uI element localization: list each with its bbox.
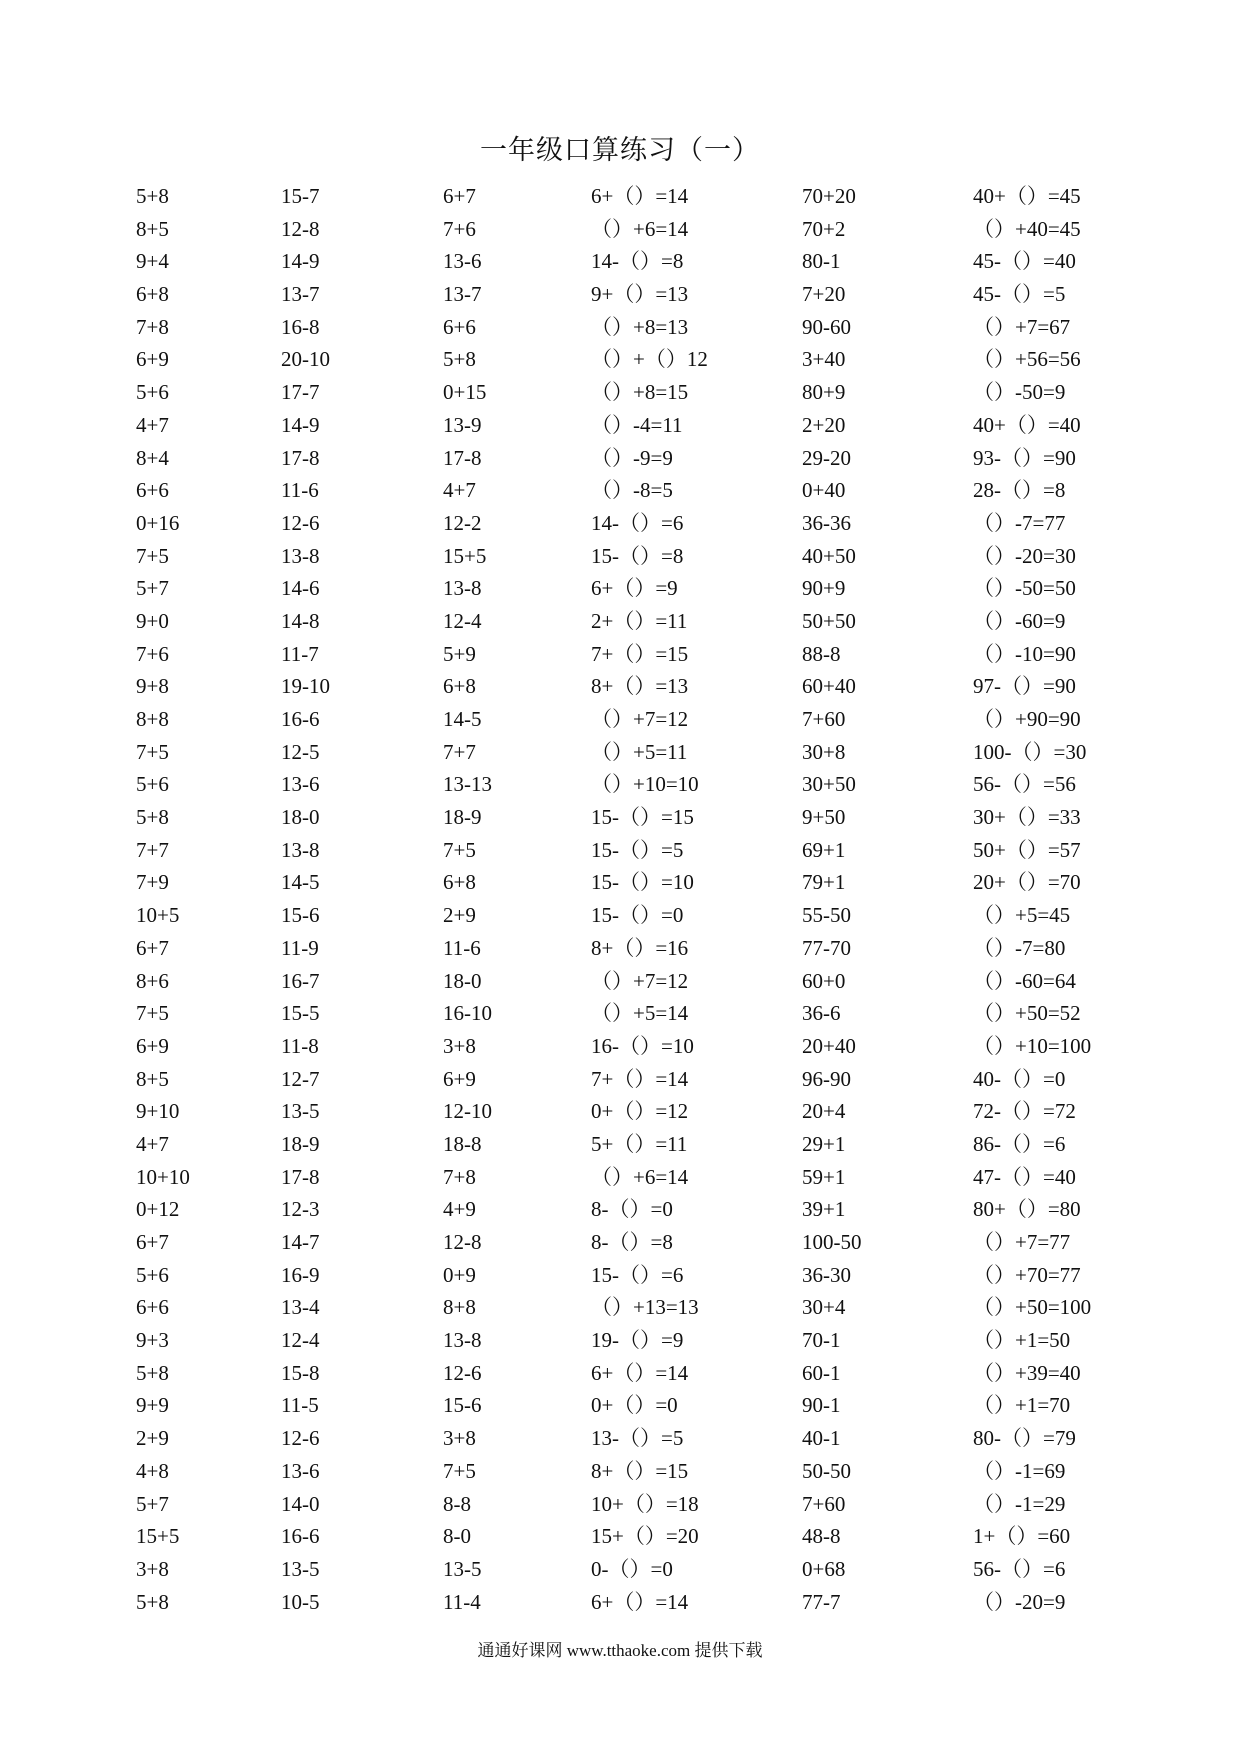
exercise-item: 2+9 [443,903,476,928]
exercise-item: 9+8 [136,674,169,699]
exercise-item: 6+（）=14 [591,1589,689,1614]
exercise-item: 7+8 [443,1164,476,1189]
exercise-item: （）+8=13 [591,314,689,339]
exercise-item: 8+4 [136,445,169,470]
exercise-item: 15-（）=0 [591,903,684,928]
exercise-item: 29+1 [802,1131,846,1156]
exercise-item: 5+8 [136,805,169,830]
exercise-item: 14-（）=6 [591,510,684,535]
exercise-item: 11-4 [443,1589,481,1614]
exercise-item: 14-5 [281,870,320,895]
exercise-item: 8+5 [136,1066,169,1091]
exercise-item: 9+10 [136,1099,180,1124]
exercise-item: 16-6 [281,707,320,731]
exercise-item: 5+8 [136,1360,169,1385]
exercise-item: 13-4 [281,1295,320,1320]
exercise-item: 12-5 [281,739,320,764]
exercise-item: 10+10 [136,1164,190,1189]
exercise-item: 15-（）=10 [591,870,694,895]
exercise-item: 80+9 [802,380,846,405]
exercise-item: 13-8 [443,576,482,601]
exercise-item: 6+7 [136,935,169,960]
exercise-item: （）+40=45 [973,216,1081,241]
exercise-item: （）+6=14 [591,216,689,241]
exercise-item: （）+7=77 [973,1230,1071,1254]
exercise-item: 36-6 [802,1001,841,1026]
exercise-item: 15-（）=6 [591,1262,684,1287]
exercise-item: 12-6 [281,1426,320,1451]
exercise-item: 36-36 [802,510,851,535]
exercise-item: 20+40 [802,1033,856,1058]
exercise-item: 6+9 [443,1066,476,1091]
exercise-item: 7+5 [443,837,476,862]
exercise-item: 13-6 [281,772,320,797]
exercise-item: 60+0 [802,968,846,993]
exercise-item: 11-5 [281,1393,319,1418]
exercise-item: 77-70 [802,935,851,960]
exercise-item: 12-6 [443,1360,482,1385]
exercise-item: 100-50 [802,1230,862,1254]
exercise-item: 14-9 [281,412,320,437]
exercise-item: 6+（）=9 [591,576,678,601]
exercise-item: 7+7 [443,739,476,764]
exercise-item: （）+90=90 [973,707,1081,731]
exercise-item: （）-60=9 [973,608,1066,633]
exercise-item: 28-（）=8 [973,478,1066,503]
exercise-item: 9+（）=13 [591,282,689,307]
exercise-item: 19-10 [281,674,330,699]
exercise-item: 7+9 [136,870,169,895]
exercise-item: 20-10 [281,347,330,372]
exercise-item: 7+6 [136,641,169,666]
exercise-item: 13-8 [281,543,320,568]
exercise-item: 50+50 [802,608,856,633]
exercise-item: 30+8 [802,739,846,764]
exercise-item: （）+50=100 [973,1295,1092,1320]
exercise-item: 0+40 [802,478,846,503]
exercise-item: （）+5=14 [591,1001,689,1026]
exercise-item: 3+40 [802,347,846,372]
exercise-item: 13-6 [443,249,482,274]
exercise-item: （）-7=80 [973,935,1066,960]
exercise-item: 6+7 [443,184,476,208]
exercise-item: 45-（）=5 [973,282,1066,307]
exercise-item: 6+8 [443,870,476,895]
exercise-item: 16-7 [281,968,320,993]
exercise-item: 80-（）=79 [973,1426,1076,1451]
exercise-item: 5+8 [443,347,476,372]
exercise-item: 18-0 [281,805,320,830]
exercise-item: 15+（）=20 [591,1524,699,1549]
exercise-item: 12-8 [281,216,320,241]
exercise-item: 100-（）=30 [973,739,1087,764]
exercise-item: 20+（）=70 [973,870,1081,895]
exercise-item: 8-8 [443,1491,471,1516]
exercise-item: 10+（）=18 [591,1491,699,1516]
exercise-item: 11-8 [281,1033,319,1058]
exercise-item: 45-（）=40 [973,249,1076,274]
exercise-item: 8+（）=15 [591,1458,689,1483]
exercise-item: 4+7 [443,478,476,503]
exercise-item: 9+9 [136,1393,169,1418]
exercise-item: 18-9 [443,805,482,830]
exercise-item: 14-（）=8 [591,249,684,274]
exercise-item: 13-5 [281,1556,320,1581]
footer-text: 通通好课网 www.tthaoke.com 提供下载 [477,1641,763,1660]
exercise-item: 13-7 [281,282,320,307]
exercise-item: （）-9=9 [591,445,673,470]
exercise-item: 15-8 [281,1360,320,1385]
exercise-item: （）+50=52 [973,1001,1081,1026]
exercise-item: （）-8=5 [591,478,673,503]
exercise-item: （）-4=11 [591,412,683,437]
exercise-item: 70-1 [802,1328,841,1353]
exercise-item: 55-50 [802,903,851,928]
exercise-item: 15-（）=8 [591,543,684,568]
exercise-item: 13-（）=5 [591,1426,684,1451]
exercise-item: 90+9 [802,576,846,601]
exercise-item: 16-10 [443,1001,492,1026]
exercise-item: （）+6=14 [591,1164,689,1189]
exercise-item: （）-1=29 [973,1491,1066,1516]
exercise-item: 8-0 [443,1524,471,1549]
exercise-item: 7+5 [443,1458,476,1483]
exercise-item: 12-7 [281,1066,320,1091]
exercise-item: 6+7 [136,1230,169,1254]
exercise-item: 4+9 [443,1197,476,1222]
exercise-item: 5+8 [136,184,169,208]
exercise-item: 8+（）=13 [591,674,689,699]
exercise-item: 6+（）=14 [591,1360,689,1385]
exercise-item: 50-50 [802,1458,851,1483]
exercise-item: 11-6 [281,478,319,503]
exercise-item: 11-7 [281,641,319,666]
exercise-item: 15-（）=15 [591,805,694,830]
exercise-item: 50+（）=57 [973,837,1081,862]
exercise-item: 39+1 [802,1197,846,1222]
exercise-item: 17-7 [281,380,320,405]
exercise-item: 9+50 [802,805,846,830]
exercise-item: （）+7=67 [973,314,1071,339]
exercise-item: 80+（）=80 [973,1197,1081,1222]
exercise-item: 0+（）=12 [591,1099,689,1124]
exercise-item: 12-8 [443,1230,482,1254]
exercise-item: 40+50 [802,543,856,568]
exercise-item: 13-5 [281,1099,320,1124]
exercise-item: 6+8 [443,674,476,699]
exercise-item: 17-8 [443,445,482,470]
exercise-item: 11-6 [443,935,481,960]
exercise-item: 6+9 [136,347,169,372]
exercise-item: 2+9 [136,1426,169,1451]
exercise-item: 7+7 [136,837,169,862]
exercise-item: 16-（）=10 [591,1033,694,1058]
exercise-item: 12-4 [443,608,482,633]
exercise-item: （）+5=45 [973,903,1071,928]
exercise-item: 7+8 [136,314,169,339]
exercise-item: 12-10 [443,1099,492,1124]
exercise-item: （）+13=13 [591,1295,699,1320]
exercise-item: 60+40 [802,674,856,699]
exercise-item: 86-（）=6 [973,1131,1066,1156]
exercise-item: 7+5 [136,1001,169,1026]
exercise-item: 70+20 [802,184,856,208]
exercise-item: 0+15 [443,380,487,405]
exercise-item: （）-50=50 [973,576,1076,601]
exercise-item: （）+10=100 [973,1033,1092,1058]
exercise-item: 5+6 [136,1262,169,1287]
exercise-item: 12-2 [443,510,482,535]
exercise-item: 0+12 [136,1197,180,1222]
exercise-item: 10-5 [281,1589,320,1614]
exercise-item: 19-（）=9 [591,1328,684,1353]
exercise-item: 72-（）=72 [973,1099,1076,1124]
exercise-item: 9+3 [136,1328,169,1353]
exercise-item: 56-（）=6 [973,1556,1066,1581]
exercise-item: 6+6 [443,314,476,339]
exercise-item: 10+5 [136,903,180,928]
exercise-item: 14-6 [281,576,320,601]
exercise-item: 14-7 [281,1230,320,1254]
exercise-item: 40-（）=0 [973,1066,1066,1091]
exercise-item: 96-90 [802,1066,851,1091]
exercise-item: 97-（）=90 [973,674,1076,699]
page-title: 一年级口算练习（一） [480,135,760,165]
exercise-item: 6+（）=14 [591,184,689,208]
exercise-item: 7+（）=14 [591,1066,689,1091]
exercise-item: 17-8 [281,445,320,470]
exercise-item: 3+8 [136,1556,169,1581]
exercise-item: 13-7 [443,282,482,307]
exercise-item: 30+（）=33 [973,805,1081,830]
exercise-item: 56-（）=56 [973,772,1076,797]
exercise-item: 18-8 [443,1131,482,1156]
exercise-item: 69+1 [802,837,846,862]
exercise-item: 40+（）=45 [973,184,1081,208]
exercise-item: （）+1=70 [973,1393,1071,1418]
exercise-item: 40-1 [802,1426,841,1451]
exercise-item: 6+9 [136,1033,169,1058]
exercise-item: 8+5 [136,216,169,241]
exercise-item: 13-8 [281,837,320,862]
exercise-item: （）+56=56 [973,347,1081,372]
exercise-item: 36-30 [802,1262,851,1287]
exercise-item: 12-3 [281,1197,320,1222]
exercise-item: 79+1 [802,870,846,895]
exercise-item: 14-0 [281,1491,320,1516]
exercise-item: 8+8 [443,1295,476,1320]
exercise-item: （）-60=64 [973,968,1076,993]
exercise-item: （）-7=77 [973,510,1066,535]
exercise-item: （）+5=11 [591,739,688,764]
exercise-item: 11-9 [281,935,319,960]
exercise-item: 20+4 [802,1099,846,1124]
exercise-item: 5+7 [136,1491,169,1516]
exercise-item: 7+（）=15 [591,641,689,666]
exercise-item: 2+（）=11 [591,608,688,633]
exercise-item: 8+（）=16 [591,935,689,960]
exercise-item: 93-（）=90 [973,445,1076,470]
exercise-item: 13-13 [443,772,492,797]
exercise-item: 30+50 [802,772,856,797]
exercise-item: 48-8 [802,1524,841,1549]
exercise-item: 5+8 [136,1589,169,1614]
exercise-item: 2+20 [802,412,846,437]
exercise-grid [136,180,1193,1618]
exercise-item: （）+7=12 [591,707,689,731]
exercise-item: 80-1 [802,249,841,274]
exercise-item: 77-7 [802,1589,841,1614]
exercise-item: 15-6 [443,1393,482,1418]
exercise-item: 15+5 [443,543,487,568]
exercise-item: 4+8 [136,1458,169,1483]
exercise-item: 60-1 [802,1360,841,1385]
exercise-item: 90-1 [802,1393,841,1418]
exercise-item: 90-60 [802,314,851,339]
exercise-item: 16-6 [281,1524,320,1549]
exercise-item: 18-9 [281,1131,320,1156]
exercise-item: 15-（）=5 [591,837,684,862]
exercise-item: 6+6 [136,1295,169,1320]
exercise-item: 16-9 [281,1262,320,1287]
exercise-item: 0+9 [443,1262,476,1287]
exercise-item: 7+6 [443,216,476,241]
exercise-item: 14-8 [281,608,320,633]
exercise-item: 29-20 [802,445,851,470]
exercise-item: 47-（）=40 [973,1164,1076,1189]
exercise-item: 12-4 [281,1328,320,1353]
exercise-item: 14-5 [443,707,482,731]
exercise-item: 5+（）=11 [591,1131,688,1156]
exercise-item: （）+8=15 [591,380,689,405]
exercise-item: 7+60 [802,1491,846,1516]
exercise-item: （）+7=12 [591,968,689,993]
exercise-item: 13-9 [443,412,482,437]
exercise-item: 6+8 [136,282,169,307]
exercise-item: 8-（）=0 [591,1197,673,1222]
exercise-item: （）+70=77 [973,1262,1081,1287]
exercise-item: 0+68 [802,1556,846,1581]
exercise-item: 7+5 [136,739,169,764]
exercise-item: 0+（）=0 [591,1393,678,1418]
exercise-item: 12-6 [281,510,320,535]
exercise-item: 16-8 [281,314,320,339]
exercise-item: 9+4 [136,249,169,274]
exercise-item: 7+60 [802,707,846,731]
exercise-item: 3+8 [443,1033,476,1058]
exercise-item: （）-20=30 [973,543,1076,568]
exercise-item: 5+7 [136,576,169,601]
exercise-item: 15-5 [281,1001,320,1026]
exercise-item: 59+1 [802,1164,846,1189]
exercise-item: 13-8 [443,1328,482,1353]
exercise-item: （）-1=69 [973,1458,1066,1483]
exercise-item: 4+7 [136,412,169,437]
exercise-item: 8+6 [136,968,169,993]
exercise-item: 5+9 [443,641,476,666]
exercise-item: 5+6 [136,772,169,797]
exercise-item: 70+2 [802,216,846,241]
exercise-item: 7+5 [136,543,169,568]
exercise-item: 40+（）=40 [973,412,1081,437]
exercise-item: 6+6 [136,478,169,503]
exercise-item: 13-5 [443,1556,482,1581]
exercise-item: 30+4 [802,1295,846,1320]
exercise-item: 8-（）=8 [591,1230,673,1254]
exercise-item: 9+0 [136,608,169,633]
exercise-item: （）-20=9 [973,1589,1066,1614]
exercise-item: 14-9 [281,249,320,274]
exercise-item: 7+20 [802,282,846,307]
exercise-item: （）+（）12 [591,347,708,372]
exercise-item: 18-0 [443,968,482,993]
exercise-item: 15-6 [281,903,320,928]
exercise-item: （）+1=50 [973,1328,1071,1353]
exercise-item: 5+6 [136,380,169,405]
exercise-item: 15+5 [136,1524,180,1549]
exercise-item: 13-6 [281,1458,320,1483]
exercise-item: （）+39=40 [973,1360,1081,1385]
exercise-item: 0-（）=0 [591,1556,673,1581]
exercise-item: 8+8 [136,707,169,731]
exercise-item: 17-8 [281,1164,320,1189]
exercise-item: 88-8 [802,641,841,666]
exercise-item: （）-10=90 [973,641,1076,666]
exercise-item: 4+7 [136,1131,169,1156]
exercise-item: （）-50=9 [973,380,1066,405]
exercise-item: 3+8 [443,1426,476,1451]
exercise-item: 0+16 [136,510,180,535]
exercise-item: 1+（）=60 [973,1524,1071,1549]
exercise-item: 15-7 [281,184,320,208]
exercise-item: （）+10=10 [591,772,699,797]
